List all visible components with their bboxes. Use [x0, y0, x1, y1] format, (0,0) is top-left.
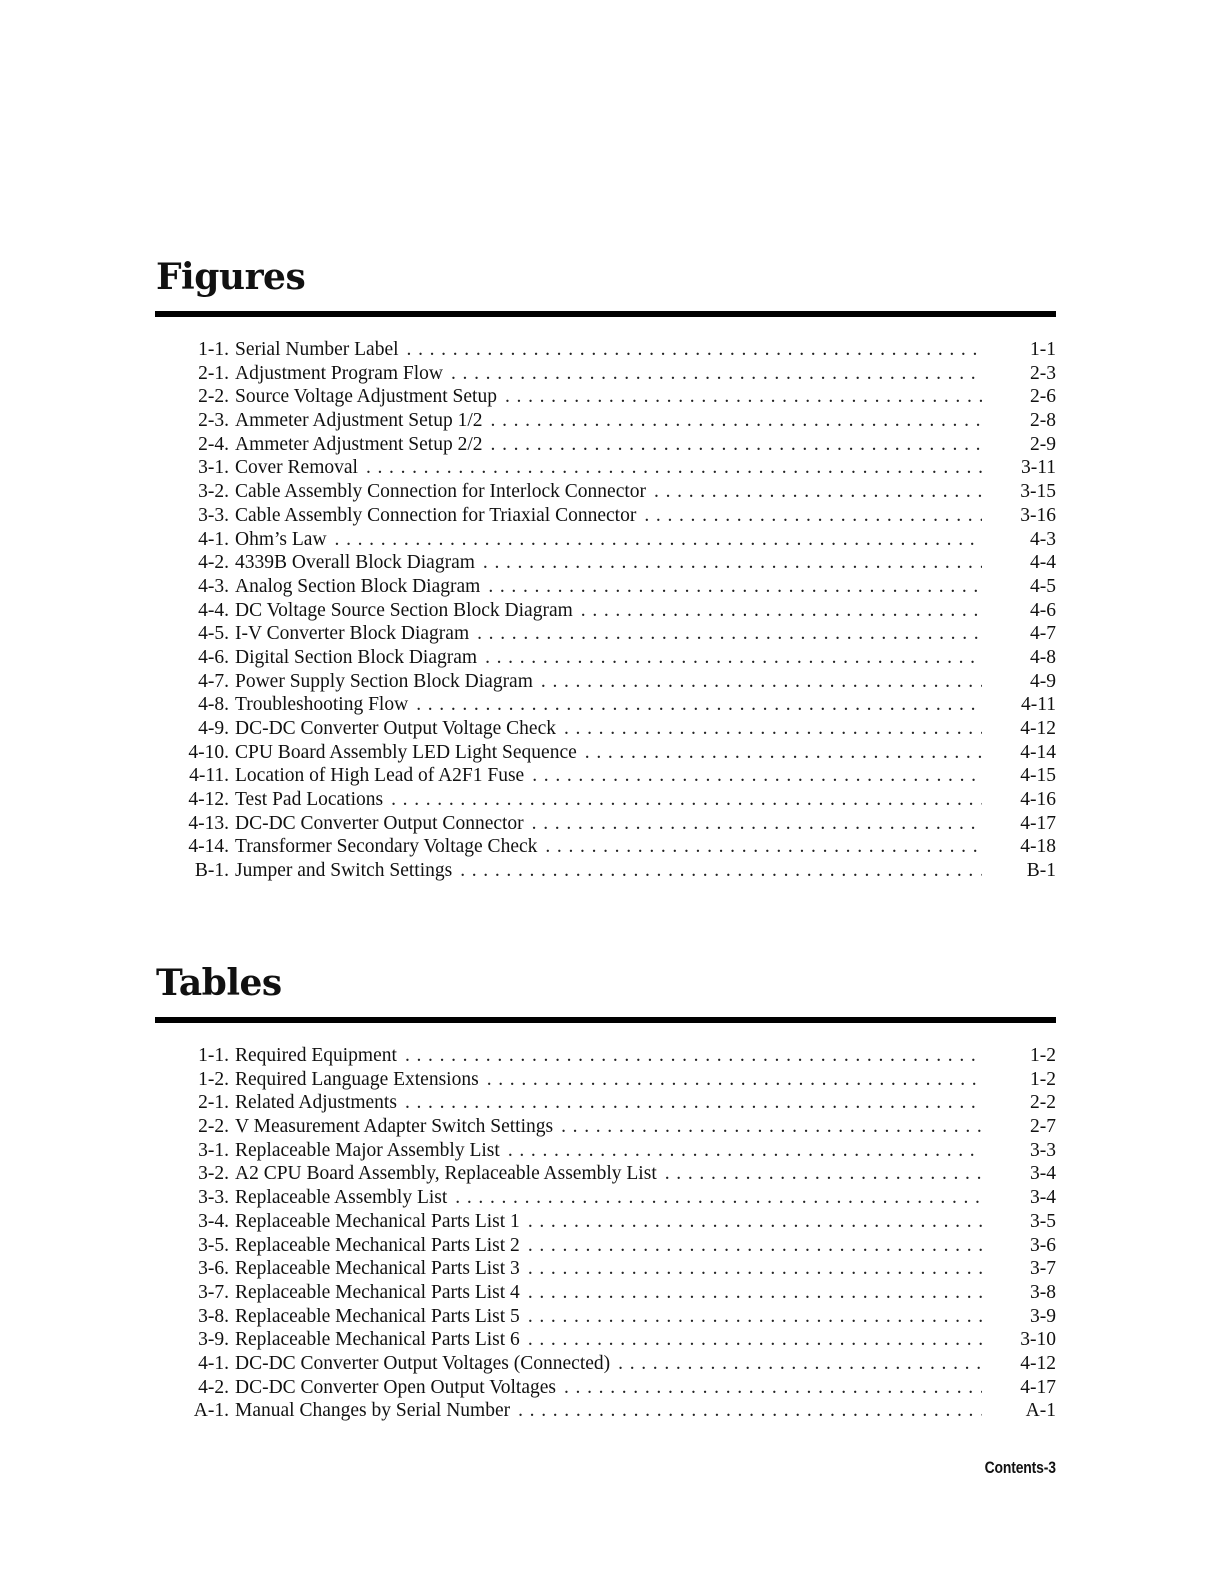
figure-entry-title: Cable Assembly Connection for Interlock Connector [235, 481, 647, 503]
table-entry-page: 4-17 [1020, 1376, 1056, 1398]
figure-entry[interactable] [155, 456, 1056, 480]
table-entry-number: 3-5. [198, 1234, 229, 1256]
figure-entry[interactable] [155, 835, 1056, 859]
figure-entry[interactable] [155, 575, 1056, 599]
figure-entry-page: B-1 [1026, 860, 1056, 882]
dot-leader [416, 693, 982, 717]
figure-entry-number: 4-9. [198, 718, 229, 739]
table-entry-title: Manual Changes by Serial Number [235, 1400, 511, 1422]
figure-entry[interactable] [155, 622, 1056, 646]
table-entry-page: 3-8 [1030, 1281, 1056, 1303]
figure-entry[interactable] [155, 812, 1056, 836]
table-entry-title: V Measurement Adapter Switch Settings [235, 1116, 554, 1138]
dot-leader [508, 1139, 982, 1163]
figure-entry-page: 4-11 [1020, 694, 1056, 716]
tables-section [155, 961, 1056, 1439]
dot-leader [477, 622, 982, 646]
figure-entry-page: 2-8 [1030, 410, 1056, 432]
dot-leader [564, 717, 982, 741]
table-entry-number: A-1. [193, 1400, 229, 1422]
figure-entry-page: 4-16 [1020, 789, 1056, 811]
table-entry-page: 3-9 [1030, 1305, 1056, 1327]
figure-entry[interactable] [155, 646, 1056, 670]
figure-entry-number: 4-8. [198, 694, 229, 716]
table-entry-page: 3-5 [1030, 1210, 1056, 1232]
table-entry-page: 3-7 [1030, 1258, 1056, 1280]
dot-leader [528, 1257, 982, 1281]
table-entry-title: Replaceable Assembly List [235, 1187, 448, 1209]
table-entry[interactable] [155, 1186, 1056, 1210]
dot-leader [391, 788, 982, 812]
figure-entry[interactable] [155, 409, 1056, 433]
table-entry-number: 1-1. [198, 1045, 229, 1066]
figure-entry-page: 4-3 [1030, 528, 1056, 550]
figure-entry[interactable] [155, 693, 1056, 717]
table-entry-title: Replaceable Mechanical Parts List 6 [235, 1329, 520, 1351]
dot-leader [654, 480, 982, 504]
dot-leader [561, 1115, 982, 1139]
figure-entry-number: 3-3. [198, 504, 229, 526]
table-entry-title: DC-DC Converter Output Voltages (Connected) [235, 1352, 611, 1374]
figure-entry-title: Power Supply Section Block Diagram [235, 670, 533, 692]
figure-entry-page: 4-17 [1020, 812, 1056, 834]
dot-leader [518, 1399, 982, 1423]
figures-section [155, 255, 1056, 899]
dot-leader [581, 599, 982, 623]
figure-entry-number: 4-13. [188, 812, 229, 834]
figure-entry-page: 4-5 [1030, 575, 1056, 597]
figure-entry-number: 4-12. [188, 789, 229, 811]
tables-heading: Tables [156, 962, 282, 1004]
dot-leader [405, 1091, 982, 1115]
figures-list [155, 338, 1056, 883]
figure-entry-page: 4-4 [1030, 552, 1056, 574]
dot-leader [488, 575, 982, 599]
figure-entry[interactable] [155, 599, 1056, 623]
dot-leader [335, 528, 982, 552]
table-entry-title: Replaceable Mechanical Parts List 2 [235, 1234, 520, 1256]
table-entry[interactable] [155, 1376, 1056, 1400]
table-entry-number: 3-1. [198, 1139, 229, 1161]
table-entry[interactable] [155, 1091, 1056, 1115]
table-entry[interactable] [155, 1139, 1056, 1163]
table-entry-number: 3-4. [198, 1210, 229, 1232]
dot-leader [460, 859, 982, 883]
table-entry-page: 3-6 [1030, 1234, 1056, 1256]
table-entry-number: 3-8. [198, 1305, 229, 1327]
figure-entry-page: 4-7 [1030, 623, 1056, 645]
figure-entry-title: Cable Assembly Connection for Triaxial Connector [235, 504, 637, 526]
dot-leader [644, 504, 982, 528]
dot-leader [528, 1281, 982, 1305]
dot-leader [532, 764, 982, 788]
dot-leader [491, 433, 982, 457]
table-entry-title: Replaceable Mechanical Parts List 5 [235, 1305, 520, 1327]
figure-entry-title: DC Voltage Source Section Block Diagram [235, 599, 573, 621]
figure-entry-page: 4-18 [1020, 836, 1056, 858]
table-entry-number: 3-7. [198, 1281, 229, 1303]
dot-leader [483, 551, 982, 575]
dot-leader [455, 1186, 982, 1210]
table-entry-page: 1-2 [1030, 1045, 1056, 1066]
table-entry-title: Replaceable Mechanical Parts List 3 [235, 1258, 520, 1280]
table-entry-number: 2-2. [198, 1116, 229, 1138]
figure-entry-page: 4-15 [1020, 765, 1056, 787]
figure-entry-title: Cover Removal [235, 457, 358, 479]
table-entry-title: DC-DC Converter Open Output Voltages [235, 1376, 556, 1398]
table-entry-page: 3-3 [1030, 1139, 1056, 1161]
table-entry-number: 3-9. [198, 1329, 229, 1351]
figure-entry-number: 2-4. [198, 433, 229, 455]
table-entry-title: Replaceable Major Assembly List [235, 1139, 500, 1161]
figure-entry-page: 4-9 [1030, 670, 1056, 692]
figure-entry-number: 1-1. [198, 339, 229, 360]
figure-entry-page: 4-8 [1030, 646, 1056, 668]
figure-entry-page: 3-15 [1020, 481, 1056, 503]
figure-entry-title: DC-DC Converter Output Voltage Check [235, 718, 556, 739]
figure-entry-number: 3-1. [198, 457, 229, 479]
figure-entry-page: 4-12 [1020, 718, 1056, 739]
table-entry-number: 2-1. [198, 1092, 229, 1114]
table-entry-page: 3-10 [1020, 1329, 1056, 1351]
dot-leader [405, 1044, 982, 1068]
figure-entry[interactable] [155, 480, 1056, 504]
table-entry[interactable] [155, 1352, 1056, 1376]
figure-entry-number: B-1. [194, 860, 229, 882]
figure-entry-number: 2-3. [198, 410, 229, 432]
table-entry-number: 4-1. [198, 1352, 229, 1374]
page-footer-label: Contents-3 [984, 1458, 1056, 1477]
dot-leader [585, 741, 982, 765]
table-entry[interactable] [155, 1281, 1056, 1305]
figure-entry-title: Location of High Lead of A2F1 Fuse [235, 765, 525, 787]
dot-leader [528, 1305, 982, 1329]
dot-leader [407, 338, 982, 362]
table-entry-title: Required Language Extensions [235, 1068, 479, 1090]
table-entry-title: Required Equipment [235, 1045, 397, 1066]
table-entry-number: 3-2. [198, 1163, 229, 1185]
figure-entry-number: 4-4. [198, 599, 229, 621]
figure-entry-page: 2-9 [1030, 433, 1056, 455]
figure-entry-number: 4-6. [198, 646, 229, 668]
figure-entry-page: 2-3 [1030, 362, 1056, 384]
dot-leader [665, 1162, 982, 1186]
figure-entry-number: 4-2. [198, 552, 229, 574]
table-entry[interactable] [155, 1115, 1056, 1139]
figure-entry[interactable] [155, 385, 1056, 409]
figure-entry[interactable] [155, 433, 1056, 457]
figure-entry-number: 4-1. [198, 528, 229, 550]
table-entry-page: 3-4 [1030, 1163, 1056, 1185]
tables-list [155, 1044, 1056, 1423]
figure-entry[interactable] [155, 741, 1056, 765]
figure-entry-number: 4-7. [198, 670, 229, 692]
figure-entry-number: 4-3. [198, 575, 229, 597]
table-entry-number: 4-2. [198, 1376, 229, 1398]
figure-entry-title: Troubleshooting Flow [235, 694, 409, 716]
table-entry[interactable] [155, 1305, 1056, 1329]
figure-entry-title: Jumper and Switch Settings [235, 860, 453, 882]
table-entry-title: Related Adjustments [235, 1092, 397, 1114]
dot-leader [528, 1234, 982, 1258]
table-entry-title: A2 CPU Board Assembly, Replaceable Assembly List [235, 1163, 657, 1185]
table-entry-title: Replaceable Mechanical Parts List 4 [235, 1281, 520, 1303]
figure-entry-title: Test Pad Locations [235, 789, 384, 811]
dot-leader [505, 385, 982, 409]
dot-leader [485, 646, 982, 670]
figure-entry[interactable] [155, 788, 1056, 812]
table-entry[interactable] [155, 1257, 1056, 1281]
figure-entry-page: 1-1 [1030, 339, 1056, 360]
figure-entry-title: CPU Board Assembly LED Light Sequence [235, 741, 577, 763]
figures-rule [155, 311, 1056, 317]
figure-entry-title: Transformer Secondary Voltage Check [235, 836, 538, 858]
figure-entry[interactable] [155, 670, 1056, 694]
table-entry[interactable] [155, 1210, 1056, 1234]
figure-entry-title: Ammeter Adjustment Setup 1/2 [235, 410, 483, 432]
figure-entry[interactable] [155, 551, 1056, 575]
figure-entry-page: 3-11 [1020, 457, 1056, 479]
table-entry-page: 4-12 [1020, 1352, 1056, 1374]
figure-entry-page: 4-6 [1030, 599, 1056, 621]
dot-leader [487, 1068, 982, 1092]
figure-entry-number: 2-1. [198, 362, 229, 384]
figure-entry[interactable] [155, 338, 1056, 362]
table-entry[interactable] [155, 1234, 1056, 1258]
figure-entry-page: 4-14 [1020, 741, 1056, 763]
figure-entry-title: I-V Converter Block Diagram [235, 623, 470, 645]
figure-entry-title: Ohm’s Law [235, 528, 327, 550]
table-entry[interactable] [155, 1162, 1056, 1186]
table-entry-number: 3-6. [198, 1258, 229, 1280]
figure-entry[interactable] [155, 764, 1056, 788]
figure-entry[interactable] [155, 528, 1056, 552]
table-entry-page: 1-2 [1030, 1068, 1056, 1090]
table-entry-title: Replaceable Mechanical Parts List 1 [235, 1210, 520, 1232]
figure-entry-title: 4339B Overall Block Diagram [235, 552, 475, 574]
dot-leader [451, 362, 982, 386]
figure-entry-title: DC-DC Converter Output Connector [235, 812, 524, 834]
dot-leader [532, 812, 982, 836]
dot-leader [541, 670, 982, 694]
figure-entry-title: Adjustment Program Flow [235, 362, 443, 384]
figure-entry[interactable] [155, 504, 1056, 528]
figures-heading: Figures [156, 256, 306, 298]
figure-entry-title: Source Voltage Adjustment Setup [235, 386, 497, 408]
dot-leader [528, 1328, 982, 1352]
figure-entry-number: 2-2. [198, 386, 229, 408]
table-entry[interactable] [155, 1044, 1056, 1068]
table-entry[interactable] [155, 1399, 1056, 1423]
figure-entry[interactable] [155, 859, 1056, 883]
figure-entry-title: Digital Section Block Diagram [235, 646, 478, 668]
dot-leader [618, 1352, 982, 1376]
figure-entry-page: 2-6 [1030, 386, 1056, 408]
dot-leader [528, 1210, 982, 1234]
figure-entry-title: Serial Number Label [235, 339, 399, 360]
table-entry-page: A-1 [1025, 1400, 1056, 1422]
table-entry-page: 2-7 [1030, 1116, 1056, 1138]
figure-entry-page: 3-16 [1020, 504, 1056, 526]
table-entry-number: 1-2. [198, 1068, 229, 1090]
figure-entry-title: Ammeter Adjustment Setup 2/2 [235, 433, 483, 455]
table-entry-number: 3-3. [198, 1187, 229, 1209]
dot-leader [545, 835, 982, 859]
figure-entry-number: 3-2. [198, 481, 229, 503]
dot-leader [564, 1376, 982, 1400]
table-entry[interactable] [155, 1328, 1056, 1352]
table-entry-page: 3-4 [1030, 1187, 1056, 1209]
table-entry-page: 2-2 [1030, 1092, 1056, 1114]
dot-leader [491, 409, 982, 433]
figure-entry-number: 4-11. [189, 765, 229, 787]
dot-leader [366, 456, 982, 480]
figure-entry-number: 4-5. [198, 623, 229, 645]
figure-entry-number: 4-14. [188, 836, 229, 858]
figure-entry-title: Analog Section Block Diagram [235, 575, 481, 597]
figure-entry[interactable] [155, 717, 1056, 741]
tables-rule [155, 1017, 1056, 1023]
figure-entry[interactable] [155, 362, 1056, 386]
figure-entry-number: 4-10. [188, 741, 229, 763]
table-entry[interactable] [155, 1068, 1056, 1092]
